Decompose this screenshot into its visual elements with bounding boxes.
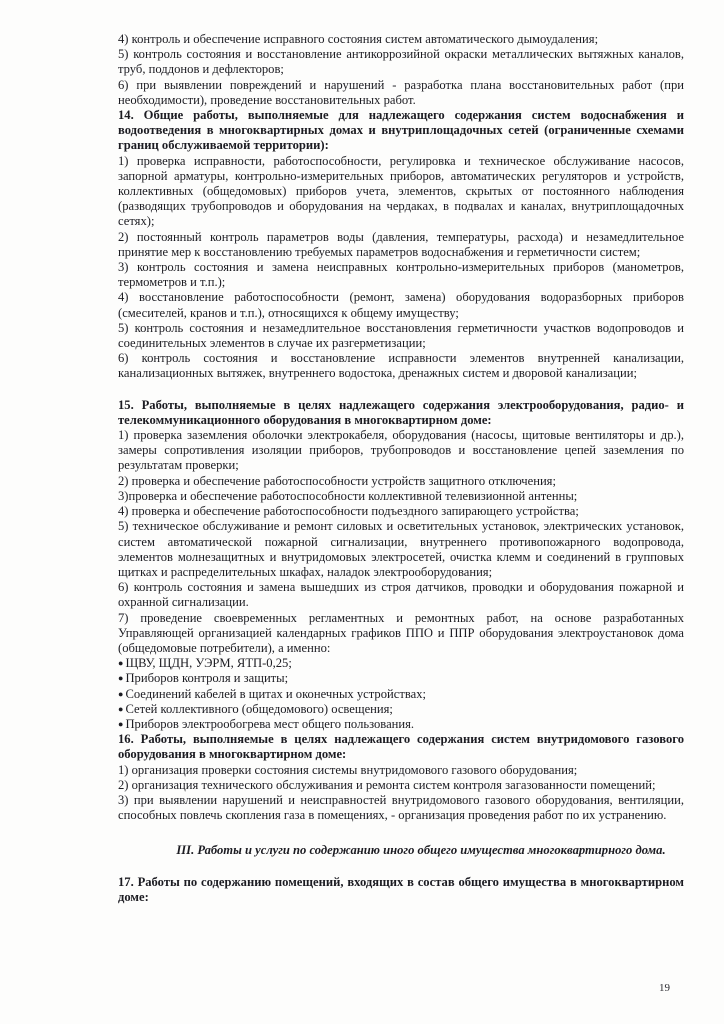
- section-17-heading: 17. Работы по содержанию помещений, входящих в состав общего имущества в многоквартирном доме:: [118, 874, 684, 904]
- list-item: 3) контроль состояния и замена неисправных контрольно-измерительных приборов (манометров, термометров и т.п.);: [118, 260, 684, 290]
- bullet-item: ● ЩВУ, ЩДН, УЭРМ, ЯТП-0,25;: [118, 656, 684, 671]
- bullet-item: ● Сетей коллективного (общедомового) освещения;: [118, 702, 684, 717]
- bullet-item: ● Соединений кабелей в щитах и оконечных устройствах;: [118, 687, 684, 702]
- page-number: 19: [659, 981, 670, 994]
- list-item: 5) контроль состояния и незамедлительное восстановления герметичности участков водопроводов и соединительных элементов в случае их разгерметизации;: [118, 320, 684, 351]
- list-item: 6) контроль состояния и замена вышедших из строя датчиков, проводки и оборудования пожарной и охранной сигнализации.: [118, 580, 684, 610]
- bullet-item: ● Приборов электрообогрева мест общего пользования.: [118, 717, 684, 732]
- paragraph: 5) контроль состояния и восстановление антикоррозийной окраски металлических вытяжных каналов, труб, поддонов и дефлекторов;: [118, 47, 684, 77]
- spacer: [118, 382, 684, 398]
- list-item: 4) проверка и обеспечение работоспособности подъездного запирающего устройства;: [118, 504, 579, 519]
- list-item: 6) контроль состояния и восстановление исправности элементов внутренней канализации, канализационных вытяжек, внутреннего водостока, дренажных систем и дворовой канализации;: [118, 351, 684, 381]
- list-item: 3)проверка и обеспечение работоспособности коллективной телевизионной антенны;: [118, 488, 578, 503]
- list-item: 7) проведение своевременных регламентных и ремонтных работ, на основе разработанных Управляющей организацией календарных графиков ППО и ППР оборудования электроустановок дома (общедомовые потребители), а именно:: [118, 610, 684, 655]
- paragraph: 4) контроль и обеспечение исправного состояния систем автоматического дымоудаления;: [118, 32, 599, 46]
- list-item: 2) постоянный контроль параметров воды (давления, температуры, расхода) и незамедлительное принятие мер к восстановлению требуемых параметров водоснабжения и герметичности систем;: [118, 229, 684, 259]
- paragraph: 6) при выявлении повреждений и нарушений - разработка плана восстановительных работ (при необходимости), проведение восстановительных работ.: [118, 77, 684, 107]
- section-16-heading: 16. Работы, выполняемые в целях надлежащего содержания систем внутридомового газового оборудования в многоквартирном доме:: [118, 732, 684, 762]
- list-item: 3) при выявлении нарушений и неисправностей внутридомового газового оборудования, вентиляции, способных повлечь скопления газа в помещениях, - организация проведения работ по их устранению.: [118, 792, 684, 823]
- section-iii-title: III. Работы и услуги по содержанию иного общего имущества многоквартирного дома.: [176, 843, 666, 858]
- list-item: 1) проверка заземления оболочки электрокабеля, оборудования (насосы, щитовые вентиляторы и др.), замеры сопротивления изоляции приборов, трубопроводов и восстановление цепей заземления по результатам проверки;: [118, 428, 684, 473]
- list-item: 5) техническое обслуживание и ремонт силовых и осветительных установок, электрических установок, систем автоматической пожарной сигнализации, внутреннего противопожарного водопровода, элементов молнезащитных и внутридомовых электросетей, очистка клемм и соединений в групповых щитках и распределительных шкафах, наладок электрооборудования;: [118, 519, 684, 579]
- section-15-heading: 15. Работы, выполняемые в целях надлежащего содержания электрооборудования, радио- и телекоммуникационного оборудования в многоквартирном доме:: [118, 397, 684, 427]
- spacer: [118, 859, 684, 875]
- spacer: [118, 823, 684, 843]
- list-item: 2) проверка и обеспечение работоспособности устройств защитного отключения;: [118, 473, 556, 488]
- bullet-item: ● Приборов контроля и защиты;: [118, 671, 684, 686]
- section-14-heading: 14. Общие работы, выполняемые для надлежащего содержания систем водоснабжения и водоотведения в многоквартирных домах и внутриплощадочных сетей (ограниченные схемами границ обслуживаемой территории):: [118, 108, 684, 153]
- list-item: 2) организация технического обслуживания и ремонта систем контроля загазованности помещений;: [118, 777, 656, 792]
- list-item: 1) организация проверки состояния системы внутридомового газового оборудования;: [118, 762, 578, 777]
- list-item: 1) проверка исправности, работоспособности, регулировка и техническое обслуживание насосов, запорной арматуры, контрольно-измерительных приборов, автоматических регуляторов и устройств, коллективных (общедомовых) приборов учета, элементов, скрытых от постоянного наблюдения (разводящих трубопроводов и оборудования на чердаках, в подвалах и каналах, внутриплощадочных сетях);: [118, 153, 684, 229]
- list-item: 4) восстановление работоспособности (ремонт, замена) оборудования водоразборных приборов (смесителей, кранов и т.п.), относящихся к общему имуществу;: [118, 290, 684, 320]
